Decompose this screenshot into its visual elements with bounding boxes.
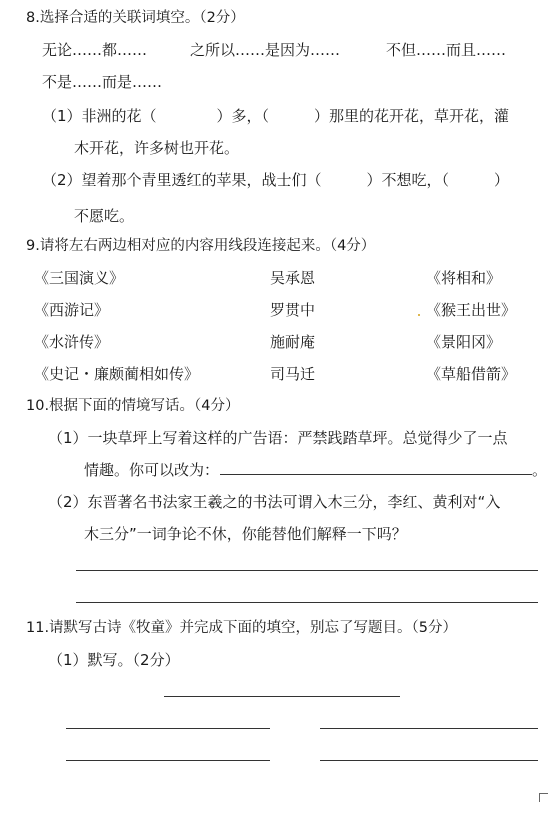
q11-title: 11.请默写古诗《牧童》并完成下面的填空，别忘了写题目。（5分） — [26, 620, 458, 636]
q10-item2-line1: （2）东晋著名书法家王羲之的书法可谓入木三分，李红、黄利对“入 — [48, 493, 501, 511]
q11-poem-line-2[interactable] — [320, 728, 538, 729]
q10-item1-period: 。 — [532, 461, 548, 479]
q10-title: 10.根据下面的情境写话。（4分） — [26, 398, 240, 414]
q11-poem-title-line[interactable] — [164, 696, 400, 697]
q9-right-item: 《景阳冈》 — [426, 333, 502, 351]
q8-item1-line2: 木开花，许多树也开花。 — [74, 139, 240, 157]
q9-middle-item: 施耐庵 — [270, 333, 316, 351]
q8-item2-line1: （2）望着那个青里透红的苹果，战士们（ ）不想吃，（ ） — [42, 171, 510, 189]
stray-dot — [418, 314, 420, 316]
q8-option-2: 之所以……是因为…… — [190, 41, 341, 59]
q11-item1: （1）默写。（2分） — [48, 651, 180, 669]
page-corner-mark — [539, 793, 548, 802]
q9-left-item: 《西游记》 — [34, 301, 110, 319]
q9-right-item: 《将相和》 — [426, 269, 502, 287]
q11-poem-line-3[interactable] — [66, 760, 270, 761]
q9-right-item: 《猴王出世》 — [426, 301, 517, 319]
q11-poem-line-1[interactable] — [66, 728, 270, 729]
q9-left-item: 《三国演义》 — [34, 269, 125, 287]
q9-middle-item: 吴承恩 — [270, 269, 316, 287]
q9-right-item: 《草船借箭》 — [426, 365, 517, 383]
q8-option-1: 无论……都…… — [42, 41, 148, 59]
q10-item1-line1: （1）一块草坪上写着这样的广告语：严禁践踏草坪。总觉得少了一点 — [48, 429, 508, 447]
q10-item2-answer-line-2[interactable] — [76, 602, 538, 603]
q10-item2-answer-line-1[interactable] — [76, 570, 538, 571]
q8-item1-line1: （1）非洲的花（ ）多，（ ）那里的花开花，草开花，灌 — [42, 107, 510, 125]
q11-poem-line-4[interactable] — [320, 760, 538, 761]
q9-title: 9.请将左右两边相对应的内容用线段连接起来。（4分） — [26, 238, 376, 254]
q8-option-4: 不是……而是…… — [42, 73, 163, 91]
q10-item1-line2: 情趣。你可以改为： — [84, 461, 220, 479]
q8-option-3: 不但……而且…… — [386, 41, 507, 59]
q9-middle-item: 司马迁 — [270, 365, 316, 383]
q9-left-item: 《水浒传》 — [34, 333, 110, 351]
q9-left-item: 《史记・廉颇蔺相如传》 — [34, 365, 200, 383]
q10-item1-answer-line[interactable] — [220, 474, 532, 475]
q8-title: 8.选择合适的关联词填空。（2分） — [26, 10, 245, 26]
q8-item2-line2: 不愿吃。 — [74, 207, 135, 225]
q10-item2-line2: 木三分”一词争论不休，你能替他们解释一下吗？ — [84, 525, 407, 543]
q9-middle-item: 罗贯中 — [270, 301, 316, 319]
